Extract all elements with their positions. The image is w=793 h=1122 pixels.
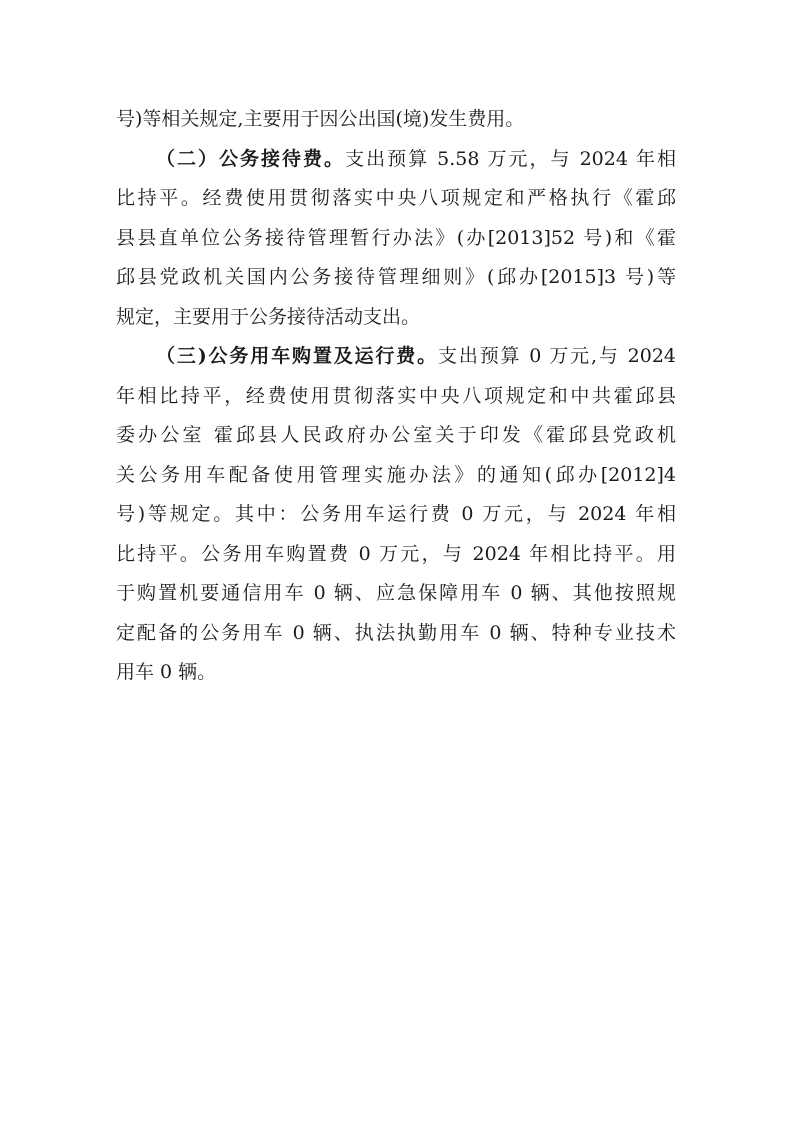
text-line (116, 140, 676, 180)
text-line (116, 337, 676, 377)
text-line: 用车 0 辆。 (116, 661, 217, 683)
section-heading-vehicle: （三)公务用车购置及运行费。 (156, 345, 438, 367)
section-heading-reception: （二）公务接待费。 (156, 147, 346, 170)
text-fragment: 支出预算 0 万元,与 2024 (437, 345, 676, 367)
text-line: 县县直单位公务接待管理暂行办法》(办[2013]52 号)和《霍 (116, 226, 676, 249)
text-line: 比持平。经费使用贯彻落实中央八项规定和严格执行《霍邱 (116, 187, 676, 209)
text-line: 于购置机要通信用车 0 辆、应急保障用车 0 辆、其他按照规 (116, 582, 676, 604)
text-line: 号)等相关规定,主要用于因公出国(境)发生费用。 (116, 108, 525, 130)
text-line: 号)等规定。其中：公务用车运行费 0 万元，与 2024 年相 (116, 503, 676, 525)
paragraph-vehicle-fee (116, 337, 676, 693)
text-fragment: 支出预算 5.58 万元，与 2024 年相 (345, 147, 676, 170)
paragraph-reception-fee (116, 140, 676, 338)
text-line: 规定，主要用于公务接待活动支出。 (116, 305, 421, 328)
document-body (116, 100, 676, 693)
text-line: 关公务用车配备使用管理实施办法》的通知(邱办[2012]4 (116, 463, 676, 486)
text-line: 比持平。公务用车购置费 0 万元，与 2024 年相比持平。用 (116, 542, 676, 565)
paragraph-overseas-trip-continued (116, 100, 676, 140)
text-line: 委办公室 霍邱县人民政府办公室关于印发《霍邱县党政机 (116, 424, 676, 446)
text-line: 年相比持平，经费使用贯彻落实中央八项规定和中共霍邱县 (116, 384, 676, 407)
text-line: 邱县党政机关国内公务接待管理细则》(邱办[2015]3 号)等 (116, 266, 676, 288)
text-line: 定配备的公务用车 0 辆、执法执勤用车 0 辆、特种专业技术 (116, 621, 676, 644)
